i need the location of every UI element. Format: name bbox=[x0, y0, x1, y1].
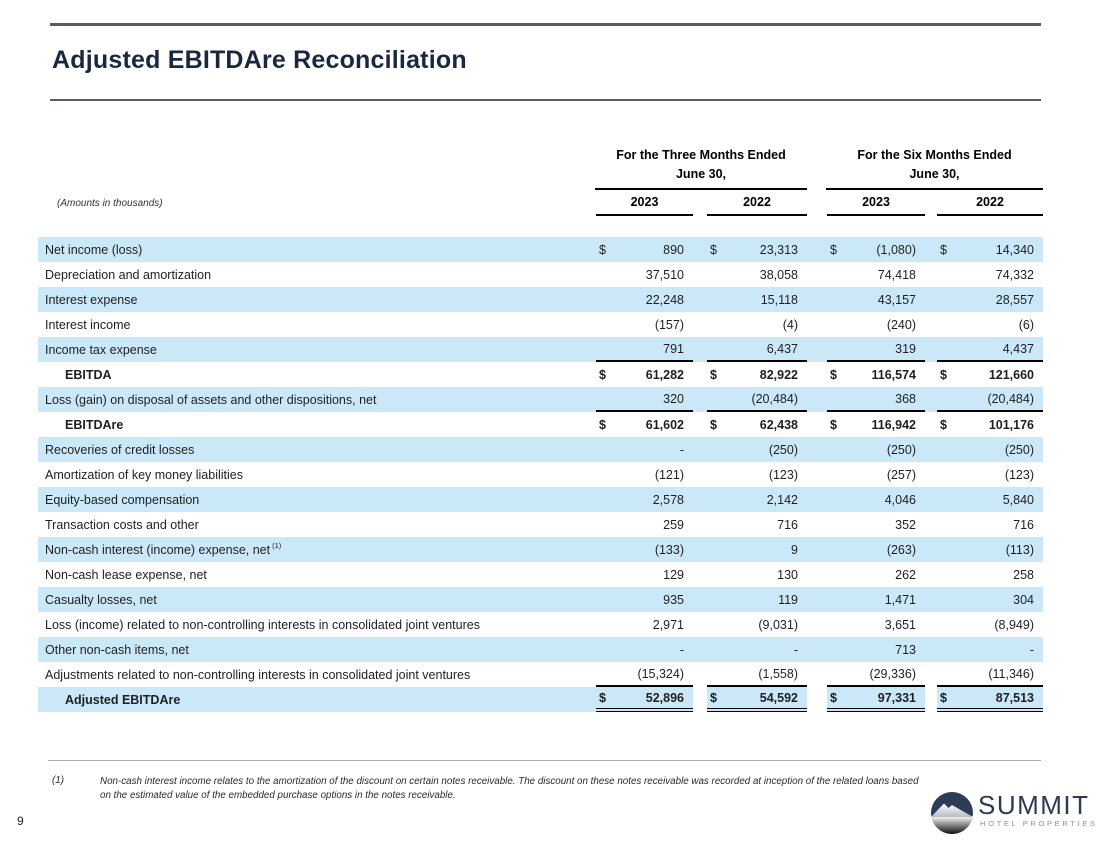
currency-symbol: $ bbox=[940, 690, 947, 705]
value: (29,336) bbox=[869, 666, 916, 681]
table-row bbox=[38, 412, 1043, 437]
value-cell bbox=[596, 387, 693, 412]
currency-symbol: $ bbox=[830, 417, 837, 432]
column-gap bbox=[925, 237, 937, 262]
column-group-rule bbox=[826, 188, 1043, 190]
value: 4,046 bbox=[884, 492, 916, 507]
column-gap bbox=[925, 687, 937, 712]
currency-symbol: $ bbox=[599, 242, 606, 257]
column-gap bbox=[925, 462, 937, 487]
currency-symbol: $ bbox=[940, 242, 947, 257]
logo-subtitle: HOTEL PROPERTIES bbox=[980, 819, 1098, 828]
value-cell bbox=[707, 362, 807, 387]
value: (15,324) bbox=[637, 666, 684, 681]
column-gap bbox=[925, 587, 937, 612]
table-row bbox=[38, 687, 1043, 712]
value: 2,971 bbox=[652, 617, 684, 632]
value-cell bbox=[827, 562, 925, 587]
value: 22,248 bbox=[645, 292, 684, 307]
currency-symbol: $ bbox=[599, 690, 606, 705]
value-cell bbox=[707, 287, 807, 312]
value: 28,557 bbox=[995, 292, 1034, 307]
value-cell bbox=[707, 537, 807, 562]
value-cell bbox=[707, 262, 807, 287]
value: 2,578 bbox=[652, 492, 684, 507]
value: 368 bbox=[895, 391, 916, 406]
value: (121) bbox=[654, 467, 684, 482]
currency-symbol: $ bbox=[940, 417, 947, 432]
value: 935 bbox=[663, 592, 684, 607]
summit-logo bbox=[930, 791, 1098, 835]
currency-symbol: $ bbox=[599, 417, 606, 432]
logo-wordmark: SUMMIT bbox=[978, 790, 1090, 820]
value: 259 bbox=[663, 517, 684, 532]
row-label: Adjustments related to non-controlling interests in consolidated joint ventures bbox=[45, 667, 471, 682]
year-rule bbox=[827, 214, 925, 216]
currency-symbol: $ bbox=[710, 367, 717, 382]
value-cell bbox=[827, 437, 925, 462]
column-gap bbox=[807, 412, 827, 437]
value-cell bbox=[596, 662, 693, 687]
value-cell bbox=[937, 637, 1043, 662]
value-cell bbox=[596, 287, 693, 312]
column-group-rule bbox=[595, 188, 807, 190]
currency-symbol: $ bbox=[710, 417, 717, 432]
value-cell bbox=[707, 512, 807, 537]
currency-symbol: $ bbox=[830, 242, 837, 257]
value: 352 bbox=[895, 517, 916, 532]
year-header: 2022 bbox=[743, 195, 771, 209]
value-cell bbox=[937, 462, 1043, 487]
table-row bbox=[38, 362, 1043, 387]
year-rule bbox=[707, 214, 807, 216]
value-cell bbox=[596, 587, 693, 612]
table-row bbox=[38, 537, 1043, 562]
value-cell bbox=[937, 537, 1043, 562]
column-gap bbox=[925, 387, 937, 412]
value-cell bbox=[596, 562, 693, 587]
value: (250) bbox=[768, 442, 798, 457]
row-label: Non-cash lease expense, net bbox=[45, 567, 207, 582]
value: 52,896 bbox=[645, 690, 684, 705]
column-gap bbox=[807, 362, 827, 387]
value-cell bbox=[937, 562, 1043, 587]
value: 262 bbox=[895, 567, 916, 582]
column-gap bbox=[807, 312, 827, 337]
value: 82,922 bbox=[759, 367, 798, 382]
value-cell bbox=[596, 362, 693, 387]
value-cell bbox=[596, 512, 693, 537]
column-gap bbox=[693, 412, 707, 437]
table-row bbox=[38, 612, 1043, 637]
value-cell bbox=[827, 662, 925, 687]
value-cell bbox=[827, 337, 925, 362]
row-label: Casualty losses, net bbox=[45, 592, 157, 607]
value: (123) bbox=[768, 467, 798, 482]
value: 116,574 bbox=[871, 367, 916, 382]
value: (1,080) bbox=[876, 242, 916, 257]
row-label: Equity-based compensation bbox=[45, 492, 200, 507]
currency-symbol: $ bbox=[599, 367, 606, 382]
value: (257) bbox=[886, 467, 916, 482]
value-cell bbox=[937, 337, 1043, 362]
value-cell bbox=[937, 237, 1043, 262]
value: - bbox=[679, 642, 684, 657]
title-rule bbox=[50, 99, 1041, 101]
value-cell bbox=[937, 437, 1043, 462]
value-cell bbox=[596, 687, 693, 712]
value: 5,840 bbox=[1002, 492, 1034, 507]
column-gap bbox=[693, 437, 707, 462]
year-header: 2023 bbox=[630, 195, 659, 209]
value: (11,346) bbox=[988, 666, 1034, 681]
year-header: 2022 bbox=[976, 195, 1004, 209]
currency-symbol: $ bbox=[830, 367, 837, 382]
value: (1,558) bbox=[758, 666, 798, 681]
value: 43,157 bbox=[877, 292, 916, 307]
value: (20,484) bbox=[751, 391, 798, 406]
mountain-circle-icon bbox=[930, 791, 974, 835]
value: 87,513 bbox=[995, 690, 1034, 705]
column-gap bbox=[807, 687, 827, 712]
value-cell bbox=[827, 637, 925, 662]
value: (20,484) bbox=[987, 391, 1034, 406]
value: - bbox=[1029, 642, 1034, 657]
row-label: Adjusted EBITDAre bbox=[38, 687, 596, 712]
value-cell bbox=[707, 337, 807, 362]
column-gap bbox=[925, 537, 937, 562]
row-label: Amortization of key money liabilities bbox=[45, 467, 243, 482]
value: 23,313 bbox=[759, 242, 798, 257]
value-cell bbox=[827, 362, 925, 387]
column-gap bbox=[925, 362, 937, 387]
value: - bbox=[793, 642, 798, 657]
value-cell bbox=[827, 487, 925, 512]
value-cell bbox=[827, 612, 925, 637]
value-cell bbox=[827, 312, 925, 337]
value: (250) bbox=[886, 442, 916, 457]
value-cell bbox=[707, 487, 807, 512]
column-gap bbox=[925, 337, 937, 362]
value-cell bbox=[937, 412, 1043, 437]
value-cell bbox=[596, 487, 693, 512]
value: 713 bbox=[895, 642, 916, 657]
row-label: Loss (gain) on disposal of assets and other dispositions, net bbox=[45, 392, 377, 407]
column-gap bbox=[693, 237, 707, 262]
value-cell bbox=[937, 287, 1043, 312]
column-gap bbox=[925, 437, 937, 462]
value: 9 bbox=[791, 542, 798, 557]
column-gap bbox=[693, 587, 707, 612]
value-cell bbox=[596, 537, 693, 562]
value: 716 bbox=[1013, 517, 1034, 532]
row-label: Depreciation and amortization bbox=[45, 267, 212, 282]
value-cell bbox=[707, 237, 807, 262]
row-label: Net income (loss) bbox=[45, 242, 143, 257]
column-gap bbox=[693, 337, 707, 362]
value-cell bbox=[707, 612, 807, 637]
column-group-three-months bbox=[595, 146, 807, 184]
currency-symbol: $ bbox=[710, 242, 717, 257]
column-gap bbox=[693, 487, 707, 512]
footnote-text: Non-cash interest income relates to the amortization of the discount on certain notes receivable. The discount on these notes receivable was recorded at inception of the related loans based on the estimated value of the embedded purchase options in the notes receivable. bbox=[100, 776, 919, 801]
value: 37,510 bbox=[645, 267, 684, 282]
value: 320 bbox=[663, 391, 684, 406]
value: (263) bbox=[886, 542, 916, 557]
value-cell bbox=[596, 637, 693, 662]
currency-symbol: $ bbox=[710, 690, 717, 705]
row-label: EBITDA bbox=[65, 367, 112, 382]
value-cell bbox=[596, 412, 693, 437]
value: (4) bbox=[782, 317, 798, 332]
table-row bbox=[38, 487, 1043, 512]
value-cell bbox=[707, 662, 807, 687]
value: 119 bbox=[778, 592, 798, 607]
value-cell bbox=[596, 237, 693, 262]
value-cell bbox=[707, 562, 807, 587]
column-gap bbox=[693, 362, 707, 387]
column-gap bbox=[807, 337, 827, 362]
column-gap bbox=[807, 487, 827, 512]
value: 14,340 bbox=[995, 242, 1034, 257]
column-gap bbox=[925, 612, 937, 637]
value: 62,438 bbox=[759, 417, 798, 432]
column-group-six-months bbox=[826, 146, 1043, 184]
footnote-rule bbox=[48, 760, 1041, 761]
table-row bbox=[38, 462, 1043, 487]
column-gap bbox=[925, 637, 937, 662]
value: (123) bbox=[1004, 467, 1034, 482]
value-cell bbox=[707, 437, 807, 462]
column-gap bbox=[807, 562, 827, 587]
currency-symbol: $ bbox=[940, 367, 947, 382]
currency-symbol: $ bbox=[830, 690, 837, 705]
value: 258 bbox=[1013, 567, 1034, 582]
page-number: 9 bbox=[17, 814, 24, 828]
logo-text bbox=[978, 791, 1098, 828]
table-row bbox=[38, 287, 1043, 312]
column-gap bbox=[693, 637, 707, 662]
column-gap bbox=[925, 312, 937, 337]
column-gap bbox=[807, 387, 827, 412]
table-row bbox=[38, 437, 1043, 462]
value-cell bbox=[596, 337, 693, 362]
value-cell bbox=[937, 662, 1043, 687]
value: 1,471 bbox=[884, 592, 916, 607]
value: 130 bbox=[777, 567, 798, 582]
value: (133) bbox=[654, 542, 684, 557]
column-gap bbox=[693, 662, 707, 687]
value: (250) bbox=[1004, 442, 1034, 457]
year-rule bbox=[937, 214, 1043, 216]
column-gap bbox=[693, 312, 707, 337]
value-cell bbox=[827, 287, 925, 312]
value-cell bbox=[596, 262, 693, 287]
value: (9,031) bbox=[758, 617, 798, 632]
value: (157) bbox=[654, 317, 684, 332]
column-gap bbox=[807, 287, 827, 312]
row-label: Recoveries of credit losses bbox=[45, 442, 195, 457]
row-label: Income tax expense bbox=[45, 342, 157, 357]
value-cell bbox=[937, 687, 1043, 712]
column-gap bbox=[693, 562, 707, 587]
column-gap bbox=[807, 637, 827, 662]
value: 2,142 bbox=[766, 492, 798, 507]
year-rule bbox=[596, 214, 693, 216]
column-gap bbox=[925, 262, 937, 287]
table-row bbox=[38, 312, 1043, 337]
value-cell bbox=[827, 462, 925, 487]
value-cell bbox=[827, 537, 925, 562]
column-gap bbox=[807, 537, 827, 562]
value-cell bbox=[596, 612, 693, 637]
value: 121,660 bbox=[988, 367, 1034, 382]
value: 4,437 bbox=[1002, 341, 1034, 356]
column-gap bbox=[807, 237, 827, 262]
value-cell bbox=[827, 687, 925, 712]
footnote-marker: (1) bbox=[52, 775, 64, 786]
value: 319 bbox=[895, 341, 916, 356]
value: (6) bbox=[1018, 317, 1034, 332]
value-cell bbox=[707, 412, 807, 437]
value: 74,418 bbox=[877, 267, 916, 282]
value-cell bbox=[827, 512, 925, 537]
column-gap bbox=[925, 662, 937, 687]
table-row bbox=[38, 262, 1043, 287]
value-cell bbox=[937, 262, 1043, 287]
value-cell bbox=[827, 387, 925, 412]
value-cell bbox=[707, 387, 807, 412]
value: 97,331 bbox=[877, 690, 916, 705]
value-cell bbox=[707, 312, 807, 337]
value-cell bbox=[596, 462, 693, 487]
value-cell bbox=[937, 387, 1043, 412]
value: - bbox=[679, 442, 684, 457]
table-row bbox=[38, 387, 1043, 412]
column-gap bbox=[807, 262, 827, 287]
column-gap bbox=[693, 537, 707, 562]
year-header: 2023 bbox=[862, 195, 890, 209]
value: 61,602 bbox=[645, 417, 684, 432]
top-rule bbox=[50, 23, 1041, 26]
column-gap bbox=[807, 437, 827, 462]
column-gap bbox=[693, 512, 707, 537]
row-label: Transaction costs and other bbox=[45, 517, 199, 532]
row-label: Loss (income) related to non-controlling interests in consolidated joint ventures bbox=[45, 617, 480, 632]
column-group-label-line1: For the Six Months Ended bbox=[857, 148, 1012, 162]
value-cell bbox=[937, 612, 1043, 637]
column-gap bbox=[693, 287, 707, 312]
column-gap bbox=[807, 662, 827, 687]
column-gap bbox=[807, 462, 827, 487]
column-gap bbox=[925, 412, 937, 437]
column-group-label-line1: For the Three Months Ended bbox=[616, 148, 786, 162]
value: 101,176 bbox=[988, 417, 1034, 432]
value-cell bbox=[707, 687, 807, 712]
value-cell bbox=[937, 512, 1043, 537]
table-row bbox=[38, 512, 1043, 537]
value: 304 bbox=[1013, 592, 1034, 607]
value-cell bbox=[827, 587, 925, 612]
table-row bbox=[38, 237, 1043, 262]
value: 74,332 bbox=[995, 267, 1034, 282]
amounts-note: (Amounts in thousands) bbox=[57, 198, 163, 209]
column-gap bbox=[925, 487, 937, 512]
value: (240) bbox=[886, 317, 916, 332]
value-cell bbox=[937, 487, 1043, 512]
value-cell bbox=[827, 237, 925, 262]
row-label: EBITDAre bbox=[65, 417, 124, 432]
value-cell bbox=[707, 587, 807, 612]
value: 3,651 bbox=[884, 617, 916, 632]
row-label: Non-cash interest (income) expense, net $^{(1)}$ bbox=[45, 540, 282, 557]
value: 15,118 bbox=[760, 292, 798, 307]
column-gap bbox=[693, 687, 707, 712]
row-label: Interest expense bbox=[45, 292, 138, 307]
column-gap bbox=[693, 387, 707, 412]
value: (8,949) bbox=[994, 617, 1034, 632]
value: 61,282 bbox=[645, 367, 684, 382]
column-gap bbox=[807, 612, 827, 637]
value: 890 bbox=[663, 242, 684, 257]
table-row bbox=[38, 587, 1043, 612]
column-gap bbox=[807, 587, 827, 612]
column-gap bbox=[693, 462, 707, 487]
value-cell bbox=[937, 312, 1043, 337]
value-cell bbox=[827, 262, 925, 287]
row-label: Interest income bbox=[45, 317, 131, 332]
page-title: Adjusted EBITDAre Reconciliation bbox=[52, 46, 467, 74]
value-cell bbox=[596, 437, 693, 462]
table-row bbox=[38, 637, 1043, 662]
value-cell bbox=[707, 462, 807, 487]
table-row bbox=[38, 562, 1043, 587]
value-cell bbox=[937, 362, 1043, 387]
value: 38,058 bbox=[759, 267, 798, 282]
reconciliation-table bbox=[38, 237, 1043, 712]
value: 791 bbox=[663, 341, 684, 356]
value-cell bbox=[827, 412, 925, 437]
value: 716 bbox=[777, 517, 798, 532]
column-gap bbox=[807, 512, 827, 537]
value: 129 bbox=[663, 567, 684, 582]
table-row bbox=[38, 662, 1043, 687]
value: (113) bbox=[1005, 542, 1034, 557]
value: 116,942 bbox=[871, 417, 916, 432]
value: 54,592 bbox=[759, 690, 798, 705]
column-group-label-line2: June 30, bbox=[675, 167, 727, 181]
value-cell bbox=[937, 587, 1043, 612]
value-cell bbox=[707, 637, 807, 662]
column-gap bbox=[925, 287, 937, 312]
row-label: Other non-cash items, net bbox=[45, 642, 189, 657]
column-group-label-line2: June 30, bbox=[909, 167, 960, 181]
column-gap bbox=[693, 262, 707, 287]
column-gap bbox=[693, 612, 707, 637]
column-gap bbox=[925, 562, 937, 587]
value-cell bbox=[596, 312, 693, 337]
column-gap bbox=[925, 512, 937, 537]
value: 6,437 bbox=[766, 341, 798, 356]
table-row bbox=[38, 337, 1043, 362]
